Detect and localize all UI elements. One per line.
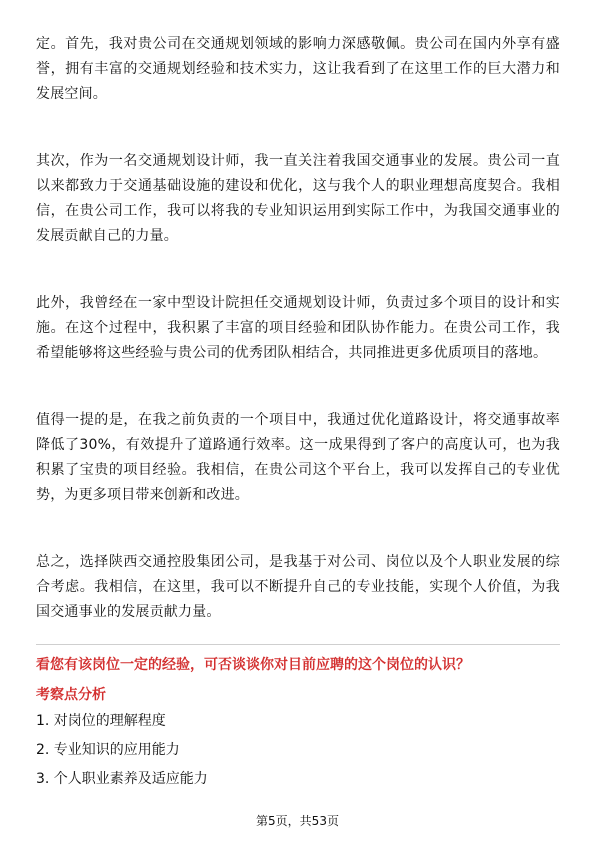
analysis-point: 3. 个人职业素养及适应能力	[36, 771, 208, 787]
paragraph-conclusion: 总之，选择陕西交通控股集团公司，是我基于对公司、岗位以及个人职业发展的综合考虑。我相信，在这里，我可以不断提升自己的专业技能，实现个人价值，为我国交通事业的发展贡献力量。	[36, 554, 560, 620]
interview-question: 看您有该岗位一定的经验，可否谈谈你对目前应聘的这个岗位的认识？	[36, 657, 470, 673]
section-divider	[36, 644, 560, 645]
paragraph-motivation-company: 定。首先，我对贵公司在交通规划领域的影响力深感敬佩。贵公司在国内外享有盛誉，拥有丰富的交通规划经验和技术实力，这让我看到了在这里工作的巨大潜力和发展空间。	[36, 36, 560, 102]
paragraph-achievement: 值得一提的是，在我之前负责的一个项目中，我通过优化道路设计，将交通事故率降低了30%，有效提升了道路通行效率。这一成果得到了客户的高度认可，也为我积累了宝贵的项目经验。我相信，在贵公司这个平台上，我可以发挥自己的专业优势，为更多项目带来创新和改进。	[36, 412, 560, 503]
page-number-footer: 第5页，共53页	[256, 814, 339, 828]
analysis-heading: 考察点分析	[36, 687, 106, 703]
paragraph-career-alignment: 其次，作为一名交通规划设计师，我一直关注着我国交通事业的发展。贵公司一直以来都致力于交通基础设施的建设和优化，这与我个人的职业理想高度契合。我相信，在贵公司工作，我可以将我的专业知识运用到实际工作中，为我国交通事业的发展贡献自己的力量。	[36, 153, 560, 244]
analysis-point: 2. 专业知识的应用能力	[36, 742, 180, 758]
analysis-point: 1. 对岗位的理解程度	[36, 713, 166, 729]
paragraph-experience: 此外，我曾经在一家中型设计院担任交通规划设计师，负责过多个项目的设计和实施。在这个过程中，我积累了丰富的项目经验和团队协作能力。在贵公司工作，我希望能够将这些经验与贵公司的优秀团队相结合，共同推进更多优质项目的落地。	[36, 295, 560, 361]
analysis-points-list	[36, 709, 208, 796]
